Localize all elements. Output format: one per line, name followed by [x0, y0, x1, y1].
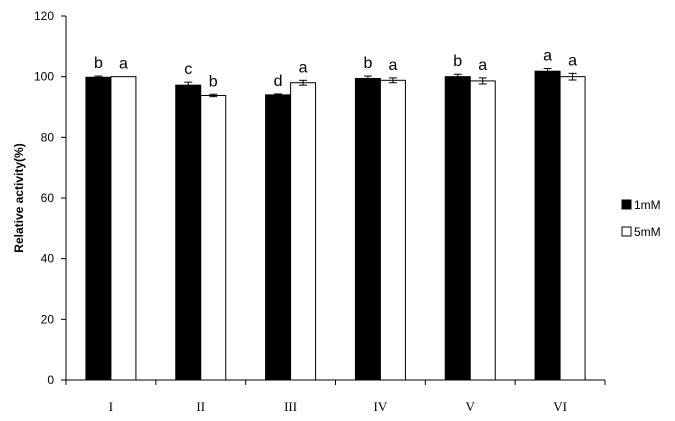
- significance-letter: a: [543, 47, 553, 65]
- legend: [622, 198, 661, 239]
- bar-1mM-VI: [535, 71, 560, 380]
- bar-5mM-III: [291, 83, 316, 380]
- y-axis-label: Relative activity(%): [12, 143, 26, 253]
- significance-letter: b: [93, 55, 103, 73]
- x-tick-label: VI: [553, 399, 567, 414]
- bar-5mM-II: [201, 95, 226, 380]
- legend-swatch-5mM: [622, 227, 631, 236]
- bar-5mM-VI: [560, 77, 585, 380]
- significance-letter: b: [363, 55, 373, 73]
- bar-1mM-IV: [355, 78, 380, 380]
- significance-letter: a: [118, 55, 128, 73]
- bar-1mM-I: [86, 77, 111, 380]
- significance-letter: a: [388, 56, 398, 74]
- x-tick-label: V: [465, 399, 475, 414]
- significance-letter: b: [208, 73, 218, 91]
- bar-1mM-III: [266, 95, 291, 380]
- y-tick-label: 120: [33, 9, 54, 23]
- legend-label-5mM: 5mM: [634, 225, 661, 239]
- bar-5mM-IV: [380, 80, 405, 380]
- significance-labels: [94, 47, 577, 90]
- significance-letter: b: [453, 53, 463, 71]
- significance-letter: a: [298, 59, 308, 77]
- bar-1mM-V: [445, 77, 470, 380]
- x-tick-label: I: [108, 399, 114, 414]
- significance-letter: a: [568, 52, 578, 70]
- bar-group: [86, 68, 585, 380]
- significance-letter: a: [478, 56, 488, 74]
- significance-letter: d: [273, 72, 283, 90]
- bar-5mM-I: [111, 77, 136, 380]
- legend-label-1mM: 1mM: [634, 198, 661, 212]
- x-tick-label: II: [196, 399, 206, 414]
- y-tick-label: 20: [40, 312, 54, 327]
- y-tick-label: 0: [47, 373, 54, 387]
- x-tick-label: III: [284, 399, 298, 414]
- y-tick-label: 80: [40, 130, 54, 145]
- significance-letter: c: [184, 61, 193, 79]
- y-tick-label: 100: [33, 69, 54, 84]
- legend-swatch-1mM: [622, 200, 631, 209]
- y-tick-label: 40: [40, 251, 54, 266]
- bar-1mM-II: [176, 85, 201, 380]
- x-tick-label: IV: [373, 399, 388, 414]
- bar-5mM-V: [470, 81, 495, 380]
- y-tick-label: 60: [40, 191, 54, 205]
